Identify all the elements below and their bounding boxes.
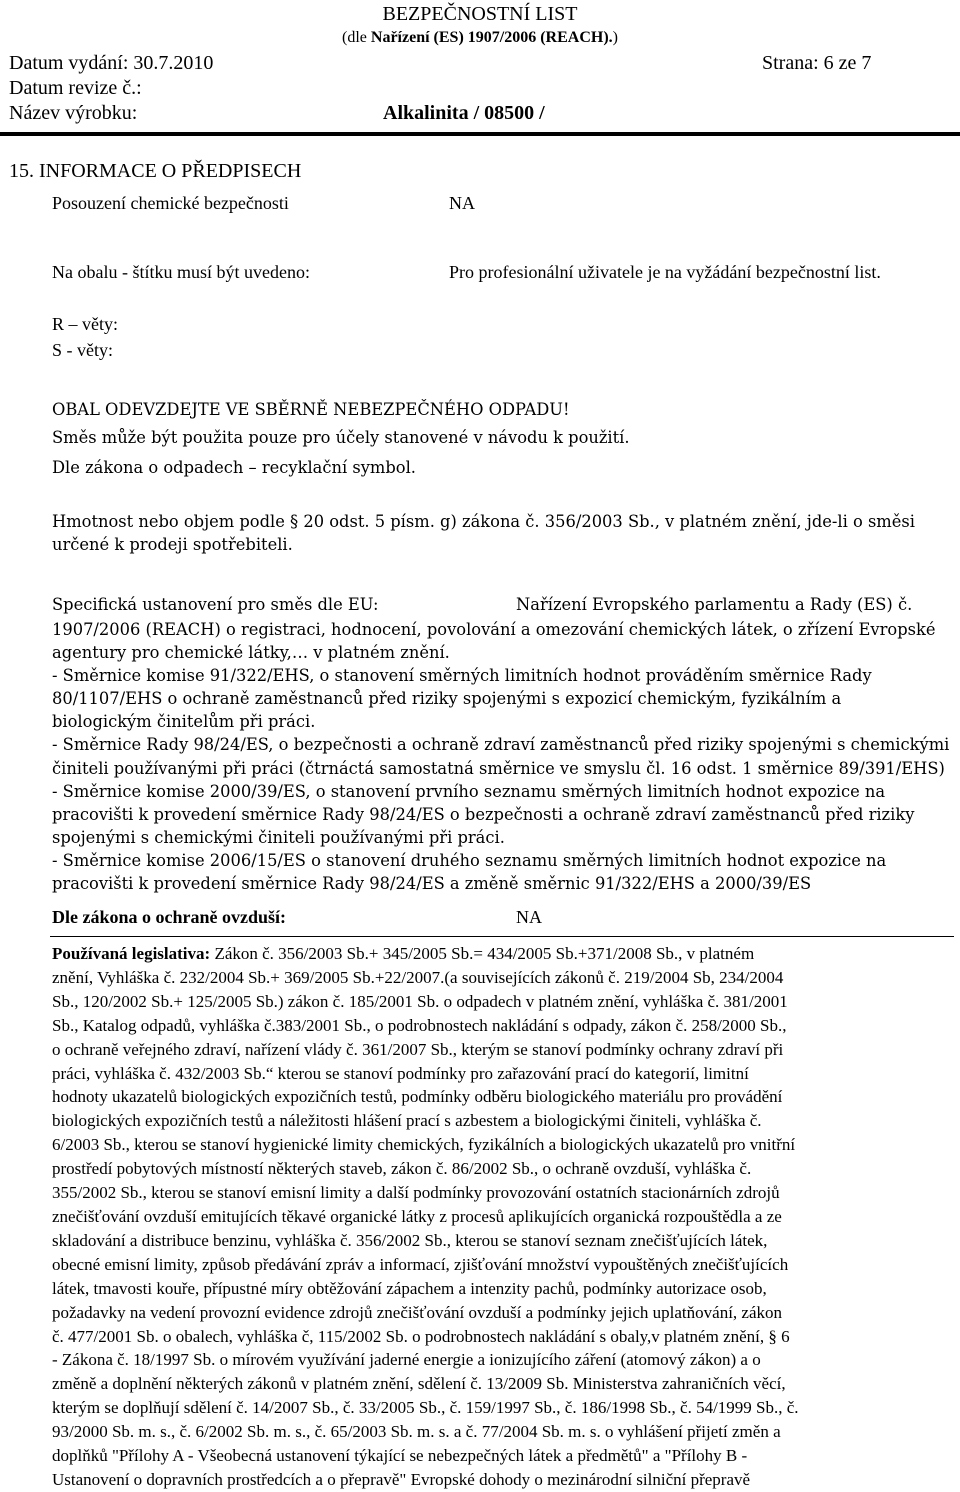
label-must-label: Na obalu - štítku musí být uvedeno: bbox=[52, 262, 310, 282]
safety-assessment-label: Posouzení chemické bezpečnosti bbox=[52, 193, 289, 213]
doc-subtitle-suffix: ) bbox=[612, 29, 618, 46]
text-line: spojenými s chemickými činiteli používanými při práci. bbox=[52, 827, 505, 847]
text-line: 355/2002 Sb., kterou se stanoví emisní limity a další podmínky provozování ostatních stacionárních zdrojů bbox=[52, 1183, 780, 1203]
legislation-label: Používaná legislativa: bbox=[52, 944, 211, 963]
text-line: prostředí pobytových místností některých staveb, zákon č. 86/2002 Sb., o ochraně ovzduší, vyhláška č. bbox=[52, 1159, 752, 1179]
text-line: - Směrnice komise 2006/15/ES o stanovení druhého seznamu směrných limitních hodnot expozice na bbox=[52, 850, 887, 870]
text-line: 1907/2006 (REACH) o registraci, hodnocení, povolování a omezování chemických látek, o zřízení Evropské bbox=[52, 620, 936, 639]
text-line: činiteli používanými při práci (čtrnáctá samostatná směrnice ve smyslu čl. 16 odst. 1 směrnice 89/391/EHS) bbox=[52, 758, 945, 778]
text-line: 80/1107/EHS o ochraně zaměstnanců před riziky spojenými s expozicí chemickým, fyzikálním a bbox=[52, 689, 842, 709]
text-line: pracovišti k provedení směrnice Rady 98/24/ES o bezpečnosti a ochraně zdraví zaměstnanců před riziky bbox=[52, 804, 915, 824]
weight-note-line: určené k prodeji spotřebiteli. bbox=[52, 535, 293, 554]
usage-restriction: Směs může být použita pouze pro účely stanovené v návodu k použití. bbox=[52, 428, 630, 447]
text-line: o ochraně veřejného zdraví, nařízení vlády č. 361/2007 Sb., kterým se stanoví podmínky ochrany zdraví při bbox=[52, 1039, 784, 1059]
weight-note-line: Hmotnost nebo objem podle § 20 odst. 5 písm. g) zákona č. 356/2003 Sb., v platném znění, jde-li o směsi bbox=[52, 512, 915, 531]
revision-date-label: Datum revize č.: bbox=[9, 77, 142, 99]
issue-date: Datum vydání: 30.7.2010 bbox=[9, 52, 214, 74]
text-line: požadavky na vedení provozní evidence zdrojů znečišťování ovzduší a podmínky jejich uplatňování, zákon bbox=[52, 1302, 783, 1322]
text-line: obecné emisní limity, způsob předávání zpráv a informací, zjišťování množství vypouštěných znečišťujících bbox=[52, 1254, 789, 1274]
text-line: práci, vyhláška č. 432/2003 Sb.“ kterou se stanoví podmínky pro zařazování prací do kategorií, limitní bbox=[52, 1063, 749, 1083]
product-name: Alkalinita / 08500 / bbox=[383, 102, 545, 124]
label-must-value: Pro profesionální uživatele je na vyžádání bezpečnostní list. bbox=[449, 262, 881, 282]
doc-subtitle-regulation: Nařízení (ES) 1907/2006 (REACH). bbox=[370, 29, 613, 46]
text-line: č. 477/2001 Sb. o obalech, vyhláška č, 115/2002 Sb. o podrobnostech nakládání s obaly,v platném znění, § 6 bbox=[52, 1326, 790, 1346]
waste-warning: OBAL ODEVZDEJTE VE SBĚRNĚ NEBEZPEČNÉHO ODPADU! bbox=[52, 400, 570, 419]
eu-provisions-first: Nařízení Evropského parlamentu a Rady (ES) č. bbox=[516, 595, 913, 614]
doc-subtitle bbox=[0, 29, 960, 47]
text-line: znečišťování ovzduší emitujících těkavé organické látky z procesů aplikujících organická rozpouštědla a ze bbox=[52, 1206, 782, 1226]
text-line: pracovišti k provedení směrnice Rady 98/24/ES a změně směrnic 91/322/EHS a 2000/39/ES bbox=[52, 874, 812, 894]
safety-assessment-value: NA bbox=[449, 193, 475, 213]
text-line: 6/2003 Sb., kterou se stanoví hygienické limity chemických, fyzikálních a biologických ukazatelů pro vnitřní bbox=[52, 1135, 796, 1155]
text-line: biologických expozičních testů a náležitosti hlášení prací s azbestem a biologickými činiteli, vyhláška č. bbox=[52, 1111, 762, 1131]
section-title: 15. INFORMACE O PŘEDPISECH bbox=[9, 160, 302, 182]
header-divider bbox=[0, 132, 960, 136]
r-phrases-label: R – věty: bbox=[52, 314, 118, 334]
text-line: kterým se doplňují sdělení č. 14/2007 Sb., č. 33/2005 Sb., č. 159/1997 Sb., č. 186/1998 Sb., č. 54/1999 Sb., č. bbox=[52, 1398, 799, 1418]
eu-provisions-label: Specifická ustanovení pro směs dle EU: bbox=[52, 595, 379, 614]
legislation-first: Zákon č. 356/2003 Sb.+ 345/2005 Sb.= 434/2005 Sb.+371/2008 Sb., v platném bbox=[210, 944, 755, 963]
text-line: znění, Vyhláška č. 232/2004 Sb.+ 369/2005 Sb.+22/2007.(a souvisejících zákonů č. 219/2004 Sb, 234/2004 bbox=[52, 967, 784, 987]
text-line bbox=[52, 942, 957, 966]
text-line: - Směrnice komise 91/322/EHS, o stanovení směrných limitních hodnot prováděním směrnice Rady bbox=[52, 666, 872, 686]
air-law-label: Dle zákona o ochraně ovzduší: bbox=[52, 907, 286, 927]
text-line: doplňků "Přílohy A - Všeobecná ustanovení týkající se nebezpečných látek a předmětů" a "Přílohy B - bbox=[52, 1446, 748, 1466]
text-line: změně a doplnění některých zákonů v platném znění, sdělení č. 13/2009 Sb. Ministerstva zahraničních věcí, bbox=[52, 1374, 786, 1394]
doc-subtitle-prefix: (dle bbox=[342, 29, 371, 46]
text-line: - Směrnice komise 2000/39/ES, o stanovení prvního seznamu směrných limitních hodnot expozice na bbox=[52, 781, 886, 801]
text-line: hodnoty ukazatelů biologických expozičních testů, podmínky odběru biologického materiálu pro provádění bbox=[52, 1087, 783, 1107]
air-law-value: NA bbox=[516, 907, 542, 927]
text-line: skladování a distribuce benzinu, vyhláška č. 356/2002 Sb., kterou se stanoví seznam znečišťujících látek, bbox=[52, 1230, 768, 1250]
text-line: látek, tmavosti kouře, přípustné míry obtěžování zápachem a intenzity pachů, podmínky autorizace osob, bbox=[52, 1278, 767, 1298]
text-line: 93/2000 Sb. m. s., č. 6/2002 Sb. m. s., č. 65/2003 Sb. m. s. a č. 77/2004 Sb. m. s. o vyhlášení přijetí změn a bbox=[52, 1422, 781, 1442]
legislation-divider bbox=[50, 936, 954, 937]
s-phrases-label: S - věty: bbox=[52, 340, 113, 360]
text-line: - Zákona č. 18/1997 Sb. o mírovém využívání jaderné energie a ionizujícího záření (atomový zákon) a o bbox=[52, 1350, 761, 1370]
product-label: Název výrobku: bbox=[9, 102, 138, 124]
text-line: agentury pro chemické látky,… v platném znění. bbox=[52, 643, 450, 663]
eu-provisions-text bbox=[52, 618, 960, 895]
text-line: - Směrnice Rady 98/24/ES, o bezpečnosti a ochraně zdraví zaměstnanců před riziky spojenými s chemickými bbox=[52, 735, 950, 755]
recycling-note: Dle zákona o odpadech – recyklační symbol. bbox=[52, 458, 416, 477]
text-line: Sb., 120/2002 Sb.+ 125/2005 Sb.) zákon č. 185/2001 Sb. o odpadech v platném znění, vyhláška č. 381/2001 bbox=[52, 991, 788, 1011]
text-line: Ustanovení o dopravních prostředcích a o přepravě" Evropské dohody o mezinárodní silniční přepravě bbox=[52, 1469, 751, 1489]
legislation-text bbox=[52, 942, 957, 1492]
text-line: Sb., Katalog odpadů, vyhláška č.383/2001 Sb., o podrobnostech nakládání s odpady, zákon č. 258/2000 Sb., bbox=[52, 1015, 787, 1035]
text-line: biologickým činitelům při práci. bbox=[52, 712, 316, 732]
page-number: Strana: 6 ze 7 bbox=[762, 52, 872, 74]
doc-title: BEZPEČNOSTNÍ LIST bbox=[382, 3, 578, 25]
